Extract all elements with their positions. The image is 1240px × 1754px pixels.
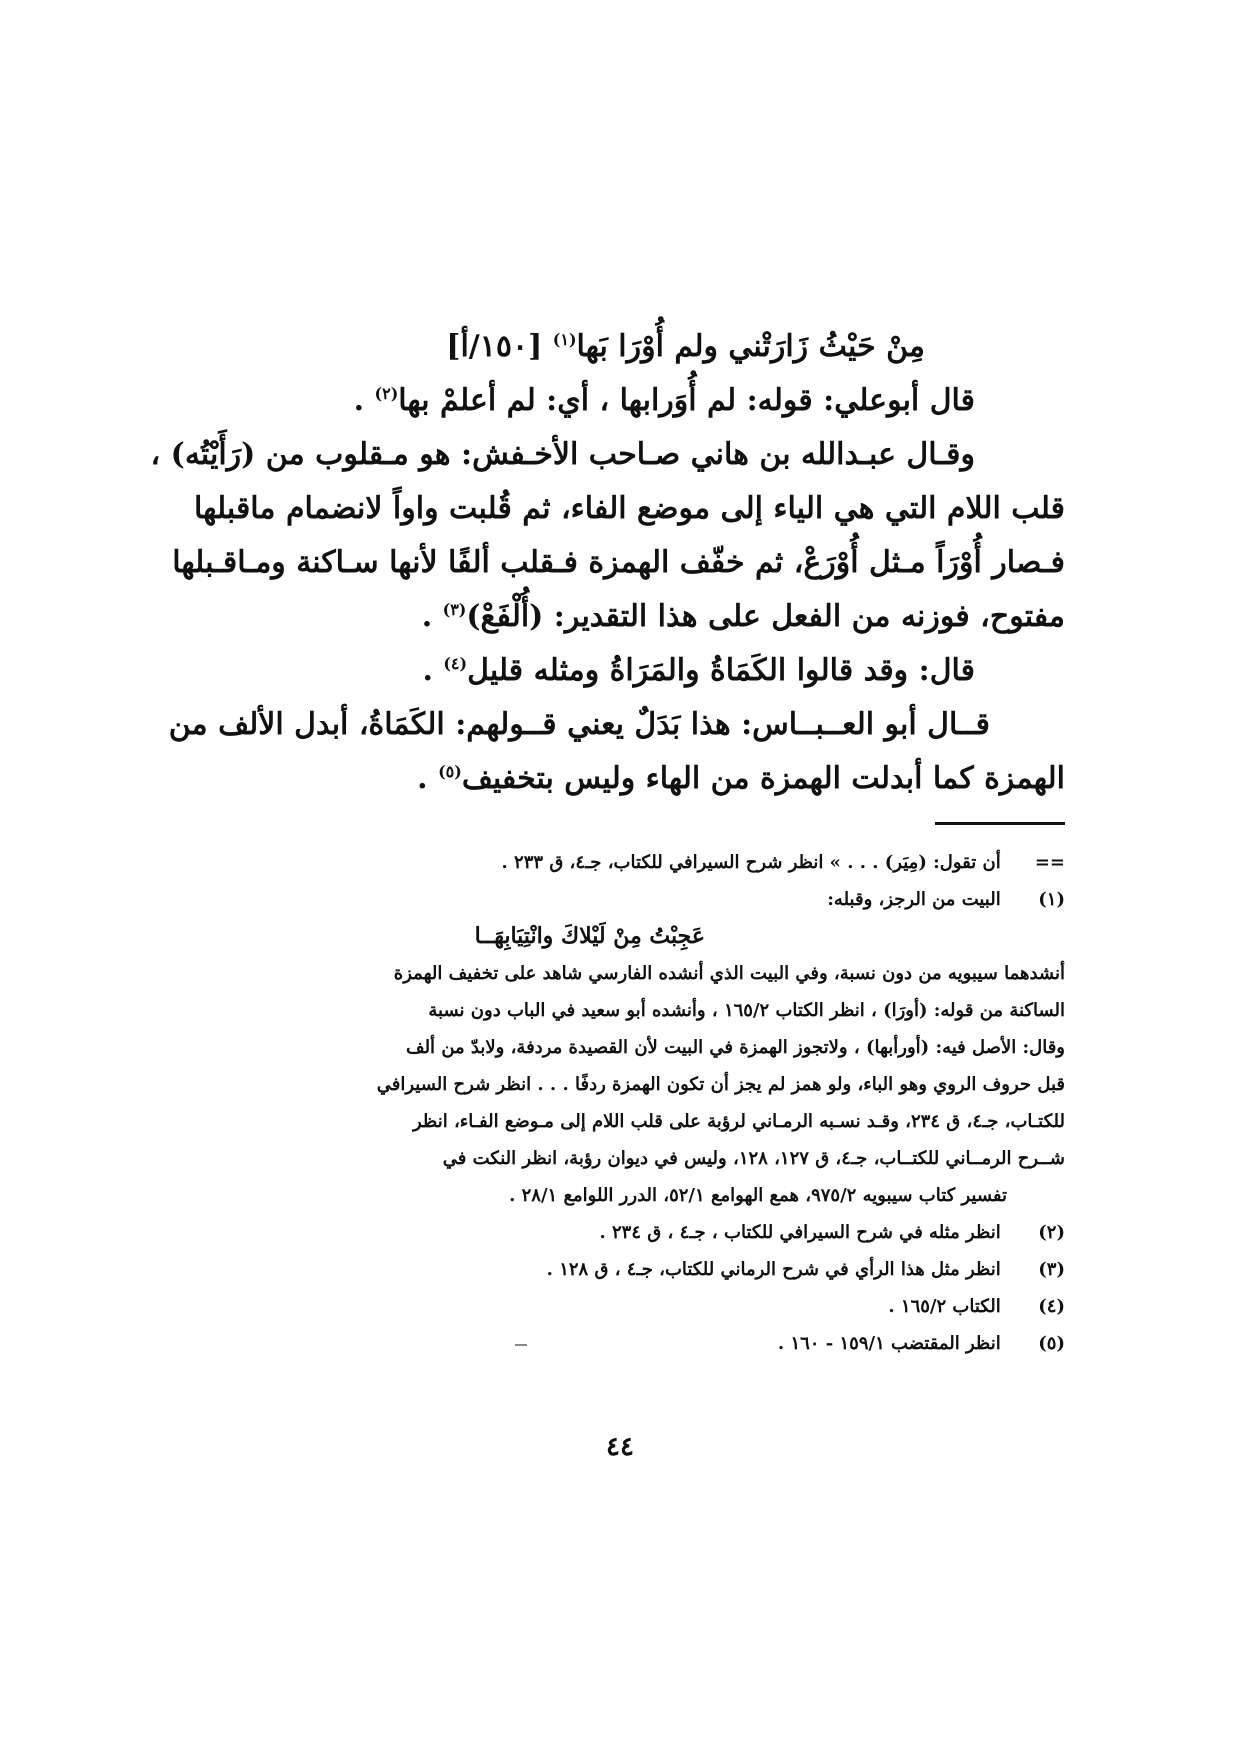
footnote-paragraph-line [170, 955, 1065, 992]
footnote-text: تفسير كتاب سيبويه ٩٧٥/٢، همع الهوامع ٥٢/١، الدرر اللوامع ٢٨/١ . [509, 1185, 1007, 1206]
footnote-number: (١) [1038, 889, 1065, 910]
page-number: ٤٤ [606, 1432, 634, 1462]
footnote-text: وقال: الأصل فيه: (أورأبها) ، ولاتجوز الهمزة في البيت لأن القصيدة مردفة، ولابدّ من ألف [405, 1037, 1065, 1058]
footnote-4 [170, 1288, 1065, 1325]
continuation-mark: == [1034, 852, 1065, 873]
text-line [170, 752, 1065, 806]
footnote-ref: (٣) [442, 600, 467, 619]
line-text: قال أبوعلي: قوله: لم أُوَرابها ، أي: لم أعلمْ بها [398, 383, 975, 418]
footnote-number: (٥) [1038, 1333, 1065, 1354]
footnote-continuation [170, 844, 1065, 881]
footnote-ref: (٥) [438, 762, 462, 781]
footnote-separator [935, 822, 1065, 825]
text-line [150, 428, 1065, 482]
punctuation: . [422, 653, 444, 688]
footnote-2 [170, 1214, 1065, 1251]
footnote-ref: (٤) [443, 654, 468, 673]
footnote-5 [170, 1325, 1065, 1362]
footnote-text: الكتاب ١٦٥/٢ . [888, 1296, 1001, 1317]
punctuation: . [353, 383, 375, 418]
footnote-text: الساكنة من قوله: (أورَا) ، انظر الكتاب ١٦٥/٢ ، وأنشده أبو سعيد في الباب دون نسبة [428, 1000, 1065, 1021]
text-line [170, 590, 1065, 644]
footnote-verse [170, 918, 1065, 955]
line-text: وقـال عبـدالله بن هاني صـاحب الأخـفش: هو مـقلوب من (رَأَيْتُه) ، [150, 437, 975, 472]
punctuation: . [421, 599, 443, 634]
line-text: الهمزة كما أبدلت الهمزة من الهاء وليس بتخفيف [461, 761, 1065, 796]
text-line [170, 536, 1065, 590]
footnote-paragraph-line [170, 1103, 1065, 1140]
footnote-paragraph-line [170, 1140, 1065, 1177]
punctuation: . [417, 761, 439, 796]
main-text [150, 320, 1065, 806]
footnote-paragraph-line [170, 1029, 1065, 1066]
verse-line [170, 320, 1065, 374]
line-text: وقد قالوا الكَمَاةُ والمَرَاةُ ومثله قليل [467, 653, 909, 688]
footnote-ref: (١) [552, 330, 577, 349]
text-line [170, 482, 1065, 536]
verse-text: مِنْ حَيْثُ زَارَتْني ولم أُوْرَا بَها [576, 329, 925, 364]
footnote-text: انظر المقتضب ١٥٩/١ - ١٦٠ . [777, 1333, 1001, 1354]
text-line [170, 698, 1065, 752]
stray-mark [515, 1344, 527, 1346]
footnote-number: (٣) [1038, 1259, 1065, 1280]
line-text: قــال أبو العــبــاس: هذا بَدَلٌ يعني قــولهم: الكَمَاةُ، أبدل الألف من [168, 707, 990, 742]
line-text: مفتوح، فوزنه من الفعل على هذا التقدير: (أُلْفَعْ) [466, 599, 1065, 634]
footnotes [170, 844, 1065, 1362]
footnote-paragraph-line [170, 1066, 1065, 1103]
line-text: قلب اللام التي هي الياء إلى موضع الفاء، ثم قُلبت واواً لانضمام ماقبلها [194, 491, 1065, 526]
footnote-text: للكتـاب، جـ٤، ق ٢٣٤، وقـد نسـبه الرمـاني لرؤبة على قلب اللام إلى مـوضع الفـاء، انظر [413, 1111, 1065, 1132]
keyword-qala: قال: [918, 653, 975, 688]
footnote-text: أن تقول: (مِيَر) . . . » انظر شرح السيرافي للكتاب، جـ٤، ق ٢٣٣ . [501, 852, 1001, 873]
footnote-3 [170, 1251, 1065, 1288]
footnote-text: شــرح الرمــاني للكتــاب، جـ٤، ق ١٢٧، ١٢٨، وليس في ديوان رؤبة، انظر النكت في [442, 1148, 1065, 1169]
footnote-1 [170, 881, 1065, 918]
footnote-text: انظر مثله في شرح السيرافي للكتاب ، جـ٤ ، ق ٢٣٤ . [599, 1222, 1001, 1243]
footnote-text: قبل حروف الروي وهو الباء، ولو همز لم يجز أن تكون الهمزة ردفًا . . . انظر شرح السيرافي [376, 1074, 1065, 1095]
footnote-paragraph-line [170, 992, 1065, 1029]
footnote-text: انظر مثل هذا الرأي في شرح الرماني للكتاب، جـ٤ ، ق ١٢٨ . [546, 1259, 1001, 1280]
text-line [170, 644, 1065, 698]
footnote-number: (٢) [1038, 1222, 1065, 1243]
footnote-text: أنشدهما سيبويه من دون نسبة، وفي البيت الذي أنشده الفارسي شاهد على تخفيف الهمزة [393, 963, 1065, 984]
footnote-text: البيت من الرجز، وقبله: [827, 889, 1001, 910]
footnote-verse-text: عَجِبْتُ مِنْ لَيْلاكَ وانْتِيَابِهَــا [474, 923, 705, 949]
text-line [170, 374, 1065, 428]
manuscript-folio-ref: [١٥٠/أ] [446, 329, 543, 364]
line-text: فـصار أُوْرَاً مـثل أُوْرَعْ، ثم خفّف الهمزة فـقلب ألفًا لأنها سـاكنة ومـاقـبلها [172, 545, 1065, 580]
footnote-paragraph-line [170, 1177, 1065, 1214]
footnote-ref: (٢) [374, 384, 399, 403]
footnote-number: (٤) [1038, 1296, 1065, 1317]
